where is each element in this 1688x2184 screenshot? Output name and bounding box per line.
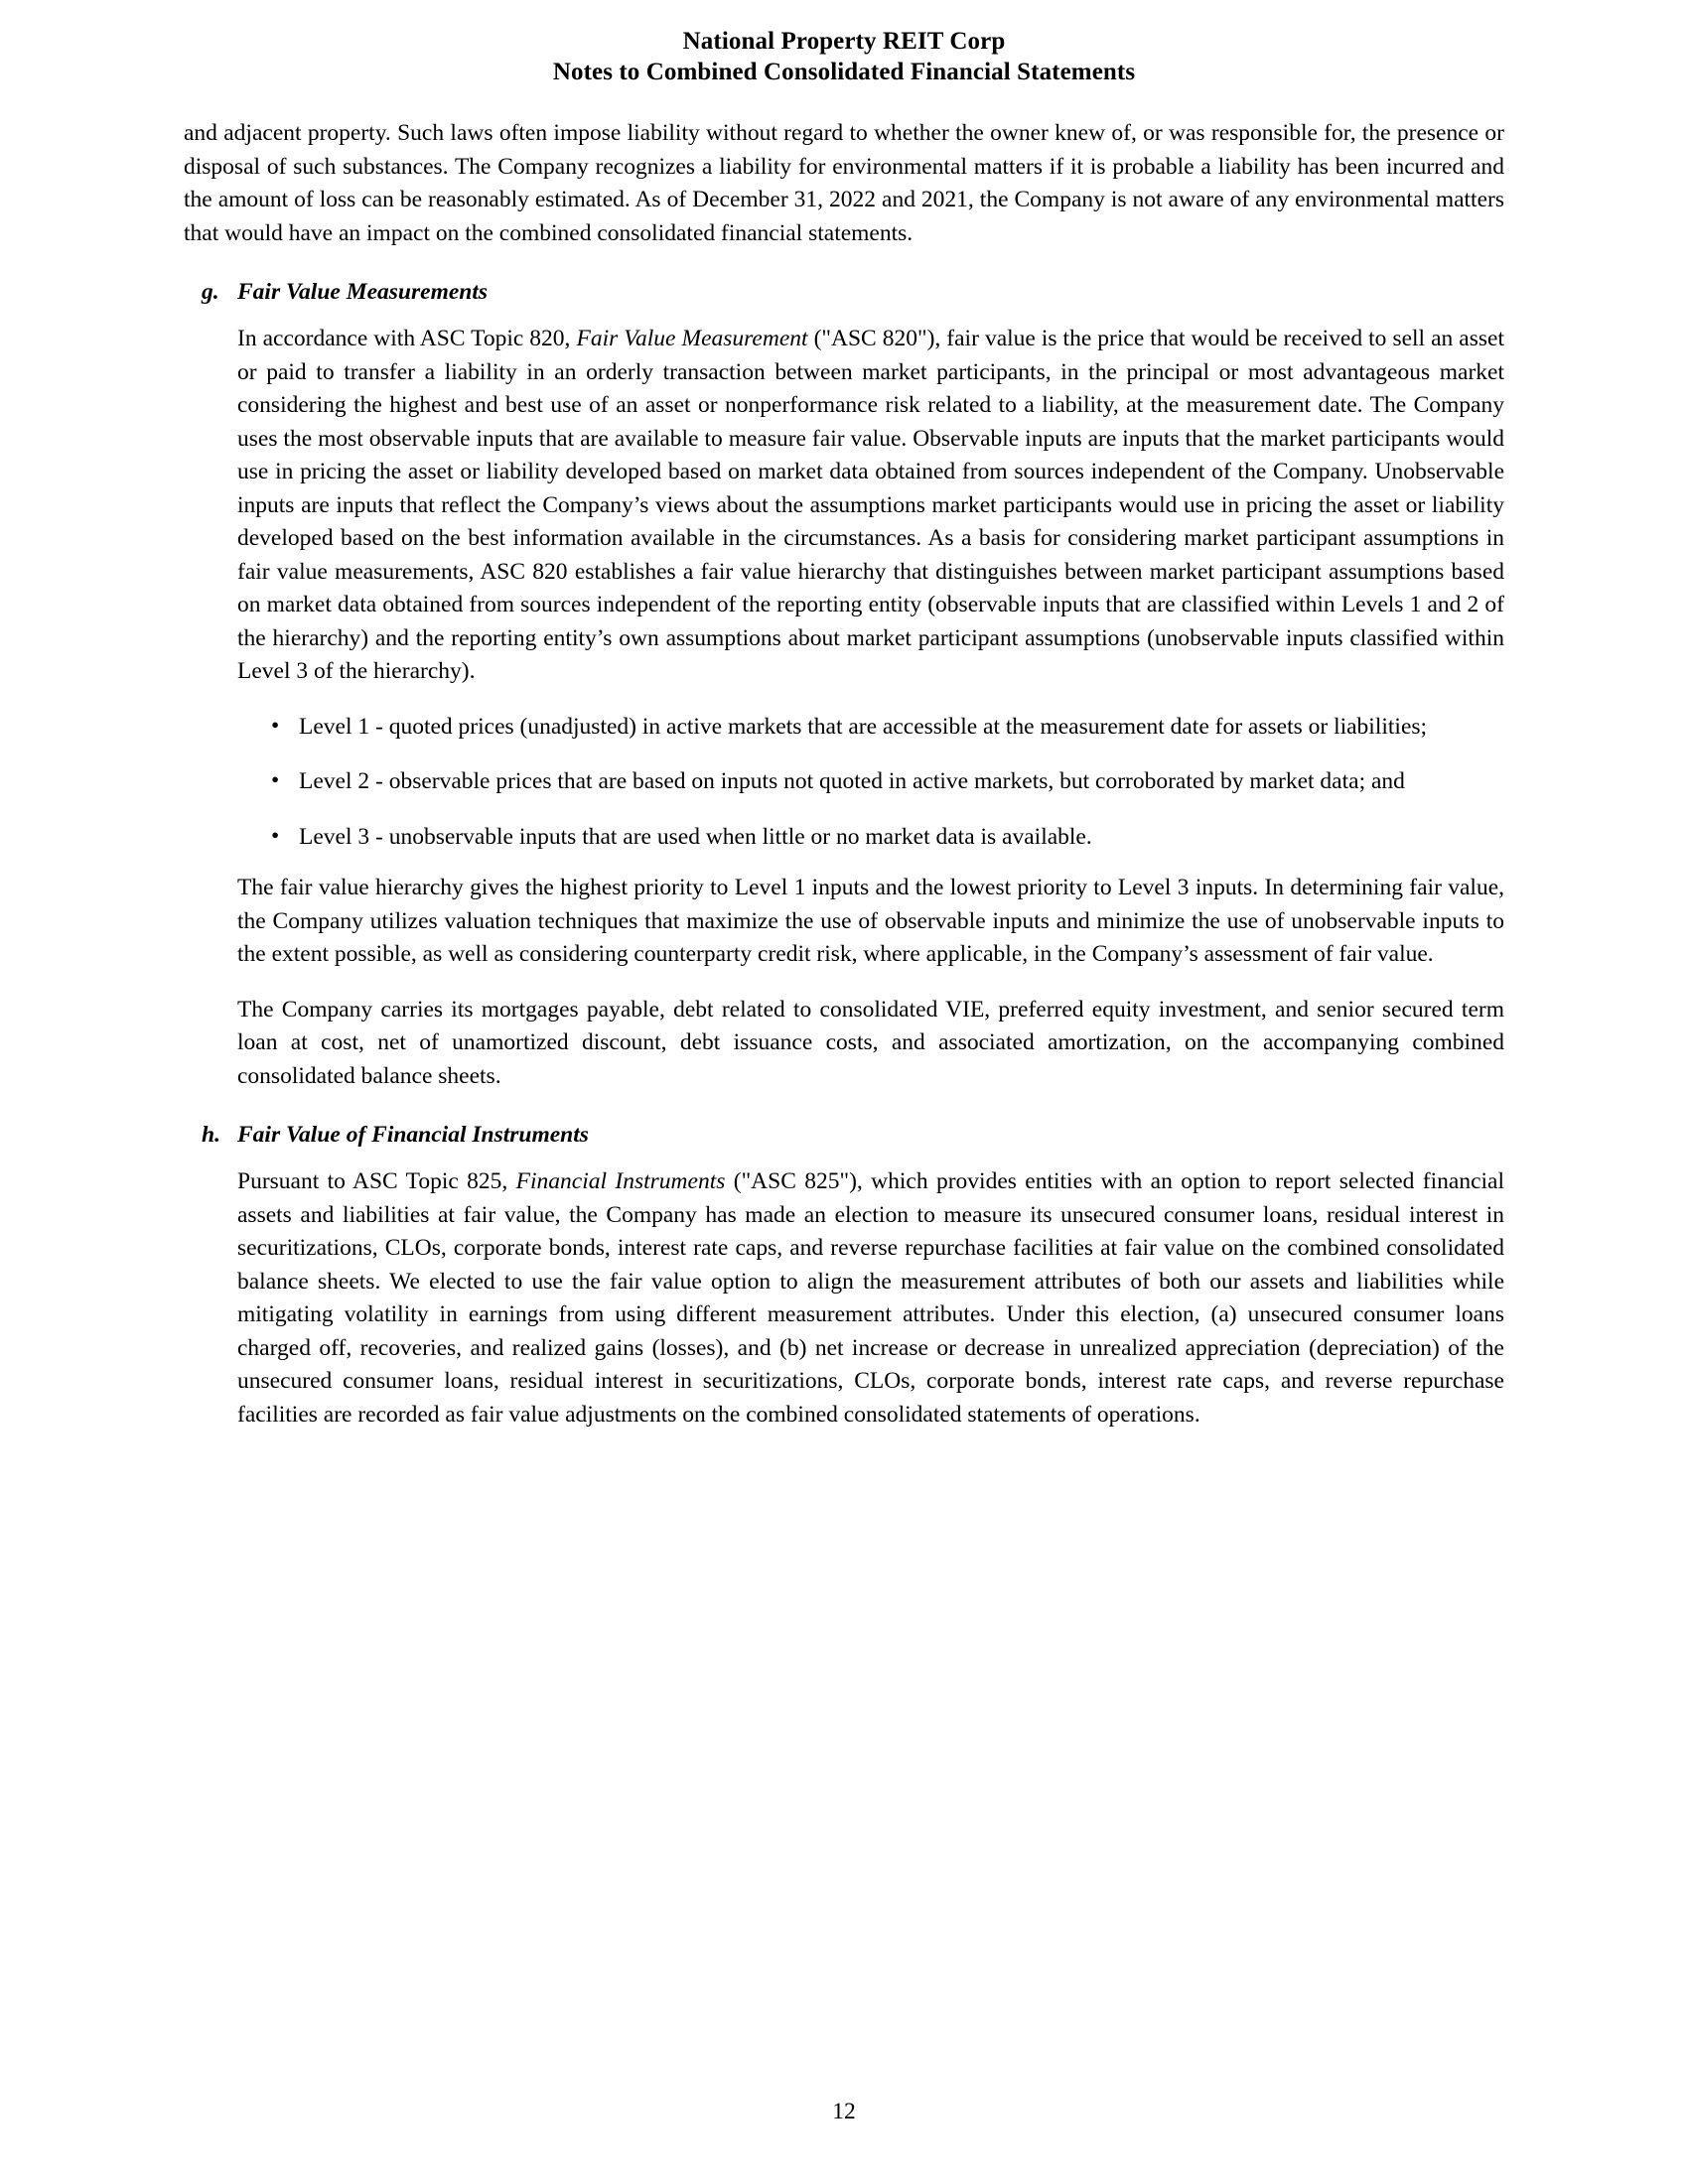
asc820-text-lead: In accordance with ASC Topic 820,	[237, 326, 577, 351]
bullet-icon: •	[271, 712, 280, 739]
section-letter-h: h.	[202, 1122, 220, 1148]
page-content	[184, 117, 1504, 1432]
bullet-icon: •	[271, 822, 280, 849]
section-body-h	[237, 1165, 1504, 1432]
fair-value-level-list	[237, 711, 1504, 855]
asc825-text-lead: Pursuant to ASC Topic 825,	[237, 1168, 516, 1194]
company-title: National Property REIT Corp	[682, 28, 1006, 55]
asc820-text-rest: ("ASC 820"), fair value is the price that would be received to sell an asset or paid to transfer a liability in an orderly transaction between market participants, in the principal or most advantageous market considering the highest and best use of an asset or nonperformance risk related to a liability, at the measurement date. The Company uses the most observable inputs that are available to measure fair value. Observable inputs are inputs that the market participants would use in pricing the asset or liability developed based on market data obtained from sources independent of the Company. Unobservable inputs are inputs that reflect the Company’s views about the assumptions market participants would use in pricing the asset or liability developed based on the best information available in the circumstances. As a basis for considering market participant assumptions in fair value measurements, ASC 820 establishes a fair value hierarchy that distinguishes between market participant assumptions based on market data obtained from sources independent of the reporting entity (observable inputs that are classified within Levels 1 and 2 of the hierarchy) and the reporting entity’s own assumptions about market participant assumptions (unobservable inputs classified within Level 3 of the hierarchy).	[237, 326, 1504, 684]
section-heading-h	[184, 1119, 1504, 1152]
asc820-paragraph	[237, 323, 1504, 689]
intro-paragraph: and adjacent property. Such laws often impose liability without regard to whether the owner knew of, or was responsible for, the presence or disposal of such substances. The Company recognizes a liability for environmental matters if it is probable a liability has been incurred and the amount of loss can be reasonably estimated. As of December 31, 2022 and 2021, the Company is not aware of any environmental matters that would have an impact on the combined consolidated financial statements.	[184, 120, 1504, 246]
list-item	[265, 711, 1504, 745]
page-footer	[0, 2097, 1688, 2126]
asc825-paragraph	[237, 1165, 1504, 1432]
list-item-text: Level 3 - unobservable inputs that are used when little or no market data is available.	[299, 823, 1092, 850]
page-header	[0, 0, 1688, 87]
document-subtitle: Notes to Combined Consolidated Financial Statements	[552, 59, 1136, 85]
section-title-h: Fair Value of Financial Instruments	[237, 1122, 589, 1148]
list-item	[265, 765, 1504, 799]
page-number: 12	[832, 2099, 856, 2124]
asc825-italic-title: Financial Instruments	[515, 1168, 726, 1194]
mortgages-payable-paragraph: The Company carries its mortgages payable, debt related to consolidated VIE, preferred equity investment, and senior secured term loan at cost, net of unamortized discount, debt issuance costs, and associated amortization, on the accompanying combined consolidated balance sheets.	[237, 996, 1504, 1089]
section-letter-g: g.	[202, 279, 219, 305]
list-item-text: Level 2 - observable prices that are based on inputs not quoted in active markets, but corroborated by market data; and	[299, 768, 1405, 794]
asc820-italic-title: Fair Value Measurement	[576, 326, 808, 351]
section-title-g: Fair Value Measurements	[237, 279, 489, 305]
asc825-text-rest: ("ASC 825"), which provides entities with an option to report selected financial assets and liabilities at fair value, the Company has made an election to measure its unsecured consumer loans, residual interest in securitizations, CLOs, corporate bonds, interest rate caps, and reverse repurchase facilities at fair value on the combined consolidated balance sheets. We elected to use the fair value option to align the measurement attributes of both our assets and liabilities while mitigating volatility in earnings from using different measurement attributes. Under this election, (a) unsecured consumer loans charged off, recoveries, and realized gains (losses), and (b) net increase or decrease in unrealized appreciation (depreciation) of the unsecured consumer loans, residual interest in securitizations, CLOs, corporate bonds, interest rate caps, and reverse repurchase facilities are recorded as fair value adjustments on the combined consolidated statements of operations.	[237, 1168, 1505, 1428]
section-body-g	[237, 323, 1504, 1093]
list-item-text: Level 1 - quoted prices (unadjusted) in active markets that are accessible at the measurement date for assets or liabilities;	[299, 713, 1428, 740]
section-heading-g	[184, 276, 1504, 309]
bullet-icon: •	[271, 767, 280, 793]
list-item	[265, 821, 1504, 855]
fair-value-hierarchy-paragraph: The fair value hierarchy gives the highest priority to Level 1 inputs and the lowest priority to Level 3 inputs. In determining fair value, the Company utilizes valuation techniques that maximize the use of observable inputs and minimize the use of unobservable inputs to the extent possible, as well as considering counterparty credit risk, where applicable, in the Company’s assessment of fair value.	[237, 875, 1504, 967]
